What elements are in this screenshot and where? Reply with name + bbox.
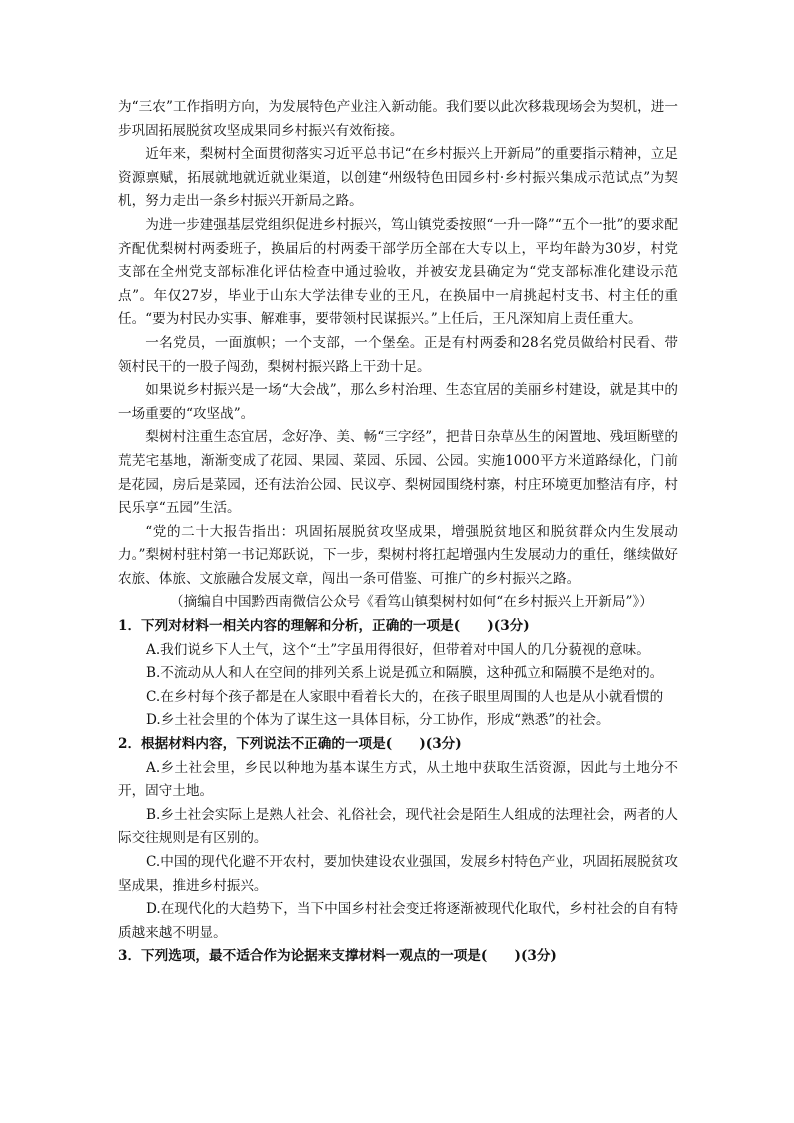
question-1 <box>118 615 678 733</box>
option-d: D.在现代化的大趋势下，当下中国乡村社会变迁将逐渐被现代化取代，乡村社会的自有特质越来越不明显。 <box>118 901 678 941</box>
option-a: A.我们说乡下人土气，这个“土”字虽用得很好，但带着对中国人的几分藐视的意味。 <box>146 641 650 658</box>
article-body <box>118 96 678 969</box>
option-c: C.在乡村每个孩子都是在人家眼中看着长大的，在孩子眼里周围的人也是从小就看惯的 <box>146 688 664 705</box>
question-stem: 2．根据材料内容，下列说法不正确的一项是( )(3分) <box>118 736 462 753</box>
paragraph-7: “党的二十大报告指出：巩固拓展脱贫攻坚成果，增强脱贫地区和脱贫群众内生发展动力。”梨树村驻村第一书记郑跃说，下一步，梨树村将扛起增强内生发展动力的重任，继续做好农旅、体旅、文旅融合发展文章，闯出一条可借鉴、可推广的乡村振兴之路。 <box>118 523 678 587</box>
paragraph-1: 为“三农”工作指明方向，为发展特色产业注入新动能。我们要以此次移栽现场会为契机，进一步巩固拓展脱贫攻坚成果同乡村振兴有效衔接。 <box>118 99 678 139</box>
option-c: C.中国的现代化避不开农村，要加快建设农业强国，发展乡村特色产业，巩固拓展脱贫攻坚成果，推进乡村振兴。 <box>118 854 678 894</box>
option-b: B.乡土社会实际上是熟人社会、礼俗社会，现代社会是陌生人组成的法理社会，两者的人际交往规则是有区别的。 <box>118 806 678 847</box>
paragraph-6: 梨树村注重生态宜居，念好净、美、畅“三字经”，把昔日杂草丛生的闲置地、残垣断壁的荒芜宅基地，渐渐变成了花园、果园、菜园、乐园、公园。实施1000平方米道路绿化，门前是花园，房后是菜园，还有法治公园、民议亭、梨树园围绕村寨，村庄环境更加整洁有序，村民乐享“五园”生活。 <box>118 429 678 517</box>
question-2 <box>118 733 678 945</box>
paragraph-5: 如果说乡村振兴是一场“大会战”，那么乡村治理、生态宜居的美丽乡村建设，就是其中的一场重要的“攻坚战”。 <box>118 382 678 422</box>
option-b: B.不流动从人和人在空间的排列关系上说是孤立和隔膜，这种孤立和隔膜不是绝对的。 <box>146 665 664 682</box>
paragraph-2: 近年来，梨树村全面贯彻落实习近平总书记“在乡村振兴上开新局”的重要指示精神，立足资源禀赋，拓展就地就近就业渠道，以创建“州级特色田园乡村·乡村振兴集成示范试点”为契机，努力走出一条乡村振兴开新局之路。 <box>118 146 678 210</box>
paragraph-3: 为进一步建强基层党组织促进乡村振兴，笃山镇党委按照“一升一降”“五个一批”的要求配齐配优梨树村两委班子，换届后的村两委干部学历全部在大专以上，平均年龄为30岁，村党支部在全州党支部标准化评估检查中通过验收，并被安龙县确定为“党支部标准化建设示范点”。年仅27岁，毕业于山东大学法律专业的王凡，在换届中一肩挑起村支书、村主任的重任。“要为村民办实事、解难事，要带领村民谋振兴。”上任后，王凡深知肩上责任重大。 <box>118 216 678 328</box>
option-a: A.乡土社会里，乡民以种地为基本谋生方式，从土地中获取生活资源，因此与土地分不开，固守土地。 <box>118 759 678 800</box>
source-citation: （摘编自中国黔西南微信公众号《看笃山镇梨树村如何“在乡村振兴上开新局”》） <box>170 594 653 611</box>
question-3 <box>118 945 678 969</box>
option-d: D.乡土社会里的个体为了谋生这一具体目标，分工协作，形成“熟悉”的社会。 <box>146 712 610 729</box>
paragraph-4: 一名党员，一面旗帜；一个支部，一个堡垒。正是有村两委和28名党员做给村民看、带领村民干的一股子闯劲，梨树村振兴路上干劲十足。 <box>118 334 678 375</box>
question-stem: 1．下列对材料一相关内容的理解和分析，正确的一项是( )(3分) <box>118 618 530 635</box>
question-stem: 3．下列选项，最不适合作为论据来支撑材料一观点的一项是( )(3分) <box>118 948 557 965</box>
